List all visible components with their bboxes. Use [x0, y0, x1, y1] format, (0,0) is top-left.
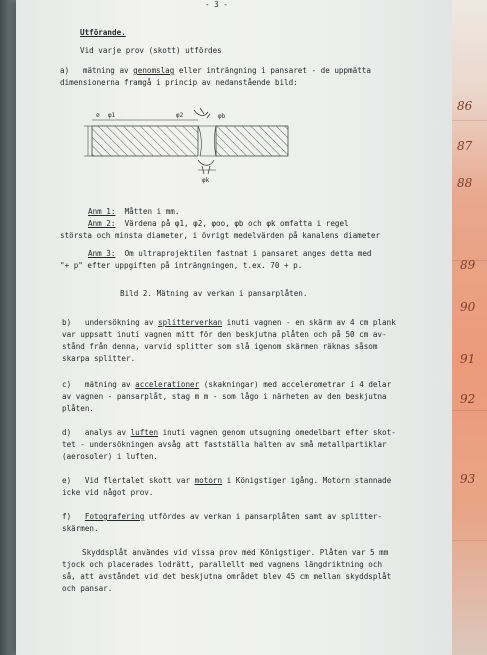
note-3: Anm 3: Om ultraprojektilen fastnat i pansaret anges detta med	[88, 249, 372, 258]
margin-number: 92	[460, 392, 476, 406]
item-b-line: var uppsatt inuti vagnen mitt för den beskjutna plåten och på 50 cm av-	[62, 330, 387, 339]
item-c: c) mätning av accelerationer (skakningar) med accelerometrar i 4 delar	[62, 380, 392, 389]
item-b-line: skarpa splitter.	[62, 354, 136, 363]
figure-label: φb	[218, 113, 226, 120]
note-2-line: största och minsta diameter, i övrigt medelvärden på kanalens diameter	[60, 231, 381, 240]
figure-caption: Bild 2. Mätning av verkan i pansarplåten.	[120, 289, 308, 298]
item-e-line: icke vid något prov.	[62, 488, 154, 497]
note-3-line: "+ p" efter uppgiften på inträngningen, t.ex. 70 + p.	[60, 261, 303, 270]
item-c-line: plåten.	[62, 404, 95, 413]
margin-number: 89	[460, 258, 476, 272]
armor-plate-left	[92, 126, 198, 156]
closing-line: så, att avståndet vid det beskjutna området blev 45 cm mellan skyddsplåt	[62, 572, 392, 581]
figure-label: ⌀	[96, 112, 100, 119]
closing-line: tjock och placerades lodrätt, parallellt med vagnens längdriktning och	[62, 560, 383, 569]
section-heading: Utförande.	[80, 28, 126, 37]
page-edge-line	[452, 410, 487, 411]
margin-number: 90	[460, 300, 476, 314]
page-number: - 3 -	[205, 0, 228, 9]
figure-label: φk	[202, 177, 210, 184]
intro-line: Vid varje prov (skott) utfördes	[80, 46, 222, 55]
note-1: Anm 1: Måtten i mm.	[88, 207, 180, 216]
item-b-line: stånd från denna, varvid splitter som slå igenom skärmen räknas såsom	[62, 342, 378, 351]
item-d-line: (aerosoler) i luften.	[62, 452, 159, 461]
item-a: a) mätning av genomslag eller inträngning i pansaret - de uppmätta	[60, 66, 371, 75]
closing-line: Skyddsplåt användes vid vissa prov med Königstiger. Plåten var 5 mm	[82, 548, 389, 557]
margin-number: 91	[460, 352, 476, 366]
margin-number: 88	[457, 176, 473, 190]
margin-number: 93	[460, 472, 476, 486]
item-d-line: tet - undersökningen avsåg att fastställa halten av små metallpartiklar	[62, 440, 387, 449]
armor-plate-right	[216, 126, 288, 156]
item-f: f) Fotografering utfördes av verkan i pansarplåten samt av splitter-	[62, 512, 383, 521]
item-c-line: av vagnen - pansarplåt, stag m m - som lågo i närheten av den beskjutna	[62, 392, 387, 401]
closing-line: och pansar.	[62, 584, 113, 593]
item-b: b) undersökning av splitterverkan inuti vagnen - en skärm av 4 cm plank	[62, 318, 396, 327]
margin-number: 86	[457, 99, 473, 113]
armor-penetration-figure	[84, 104, 294, 186]
figure-label: φ1	[108, 112, 116, 119]
page-edge-line	[452, 540, 487, 541]
item-d: d) analys av luften inuti vagnen genom utsugning omedelbart efter skot-	[62, 428, 396, 437]
item-a-line: dimensionerna framgå i princip av nedanstående bild:	[60, 78, 298, 87]
item-f-line: skärmen.	[62, 524, 99, 533]
note-2: Anm 2: Värdena på φ1, φ2, φoo, φb och φk omfatta i regel	[88, 219, 349, 228]
page-edge-line	[452, 120, 487, 121]
margin-number: 87	[457, 139, 473, 153]
item-e: e) Vid flertalet skott var motorn i Königstiger igång. Motorn stannade	[62, 476, 392, 485]
figure-label: φ2	[176, 112, 184, 119]
